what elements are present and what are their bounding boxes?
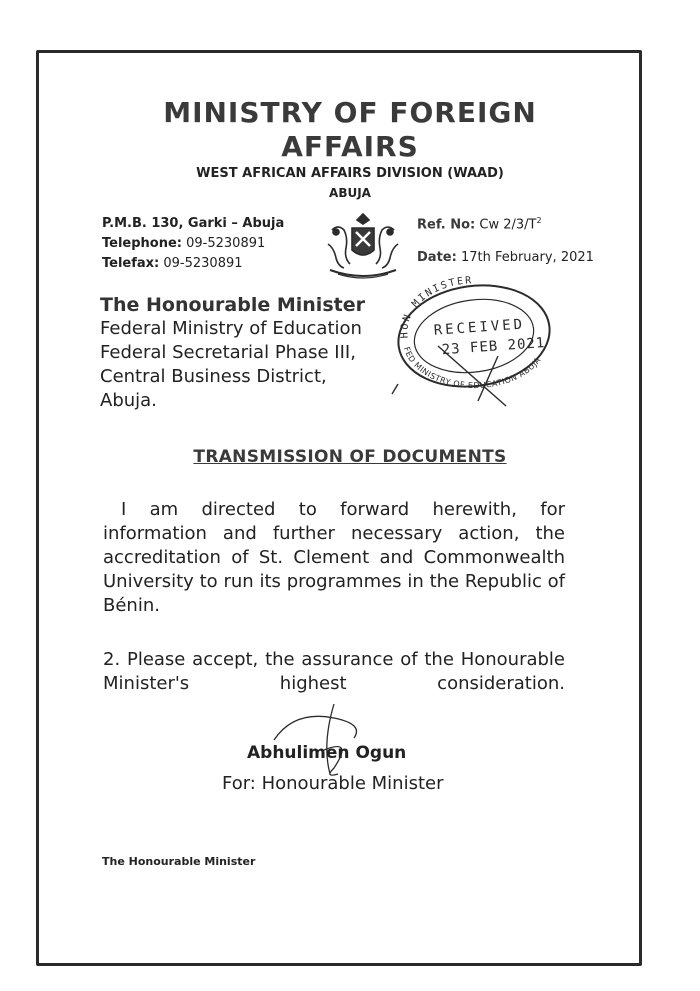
stamp-received-text: RECEIVED [433, 316, 526, 339]
handwritten-signature [264, 700, 394, 780]
reference-value: Cw 2/3/T [479, 217, 537, 233]
recipient-block [100, 293, 365, 413]
ministry-title-line1: MINISTRY OF FOREIGN [163, 96, 537, 129]
telefax-number: 09-5230891 [163, 256, 243, 271]
signatory-name: Abhulimen Ogun [247, 743, 407, 763]
received-stamp [378, 276, 558, 416]
recipient-line-4: Abuja. [100, 390, 157, 411]
recipient-line-2: Federal Secretarial Phase III, [100, 342, 356, 363]
telephone-label: Telephone: [102, 236, 182, 251]
reference-superscript: 2 [536, 216, 542, 225]
recipient-line-1: Federal Ministry of Education [100, 318, 362, 339]
letter-date [417, 250, 594, 265]
letter-subject: TRANSMISSION OF DOCUMENTS [193, 447, 507, 467]
stamp-top-text: HON MINISTER [399, 276, 474, 339]
telephone-number: 09-5230891 [186, 236, 266, 251]
telefax-line [102, 256, 243, 271]
signatory-role: For: Honourable Minister [222, 773, 444, 794]
reference-number [417, 216, 542, 232]
body-paragraph-1: I am directed to forward herewith, for information and further necessary action, the accreditation of St. Clement and Commonwealth University to run its programmes in the Republic of Bénin. [103, 499, 565, 616]
telephone-line [102, 236, 265, 251]
pmb-address: P.M.B. 130, Garki – Abuja [102, 216, 285, 231]
telefax-label: Telefax: [102, 256, 160, 271]
coat-of-arms-icon [318, 210, 408, 282]
date-value: 17th February, 2021 [460, 250, 594, 265]
division-city: ABUJA [329, 186, 371, 200]
recipient-title: The Honourable Minister [100, 294, 365, 316]
stamp-date-text: 23 FEB 2021 [441, 335, 546, 359]
recipient-line-3: Central Business District, [100, 366, 327, 387]
body-paragraph-2: 2. Please accept, the assurance of the Honourable Minister's highest consideration. [103, 649, 565, 694]
date-label: Date: [417, 250, 457, 265]
footer-recipient: The Honourable Minister [102, 855, 256, 868]
reference-label: Ref. No: [417, 217, 476, 233]
stamp-bottom-text: FED MINISTRY OF EDUCATION ABUJA [401, 345, 543, 391]
ministry-title-line2: AFFAIRS [281, 130, 419, 163]
division-name: WEST AFRICAN AFFAIRS DIVISION (WAAD) [196, 166, 504, 181]
